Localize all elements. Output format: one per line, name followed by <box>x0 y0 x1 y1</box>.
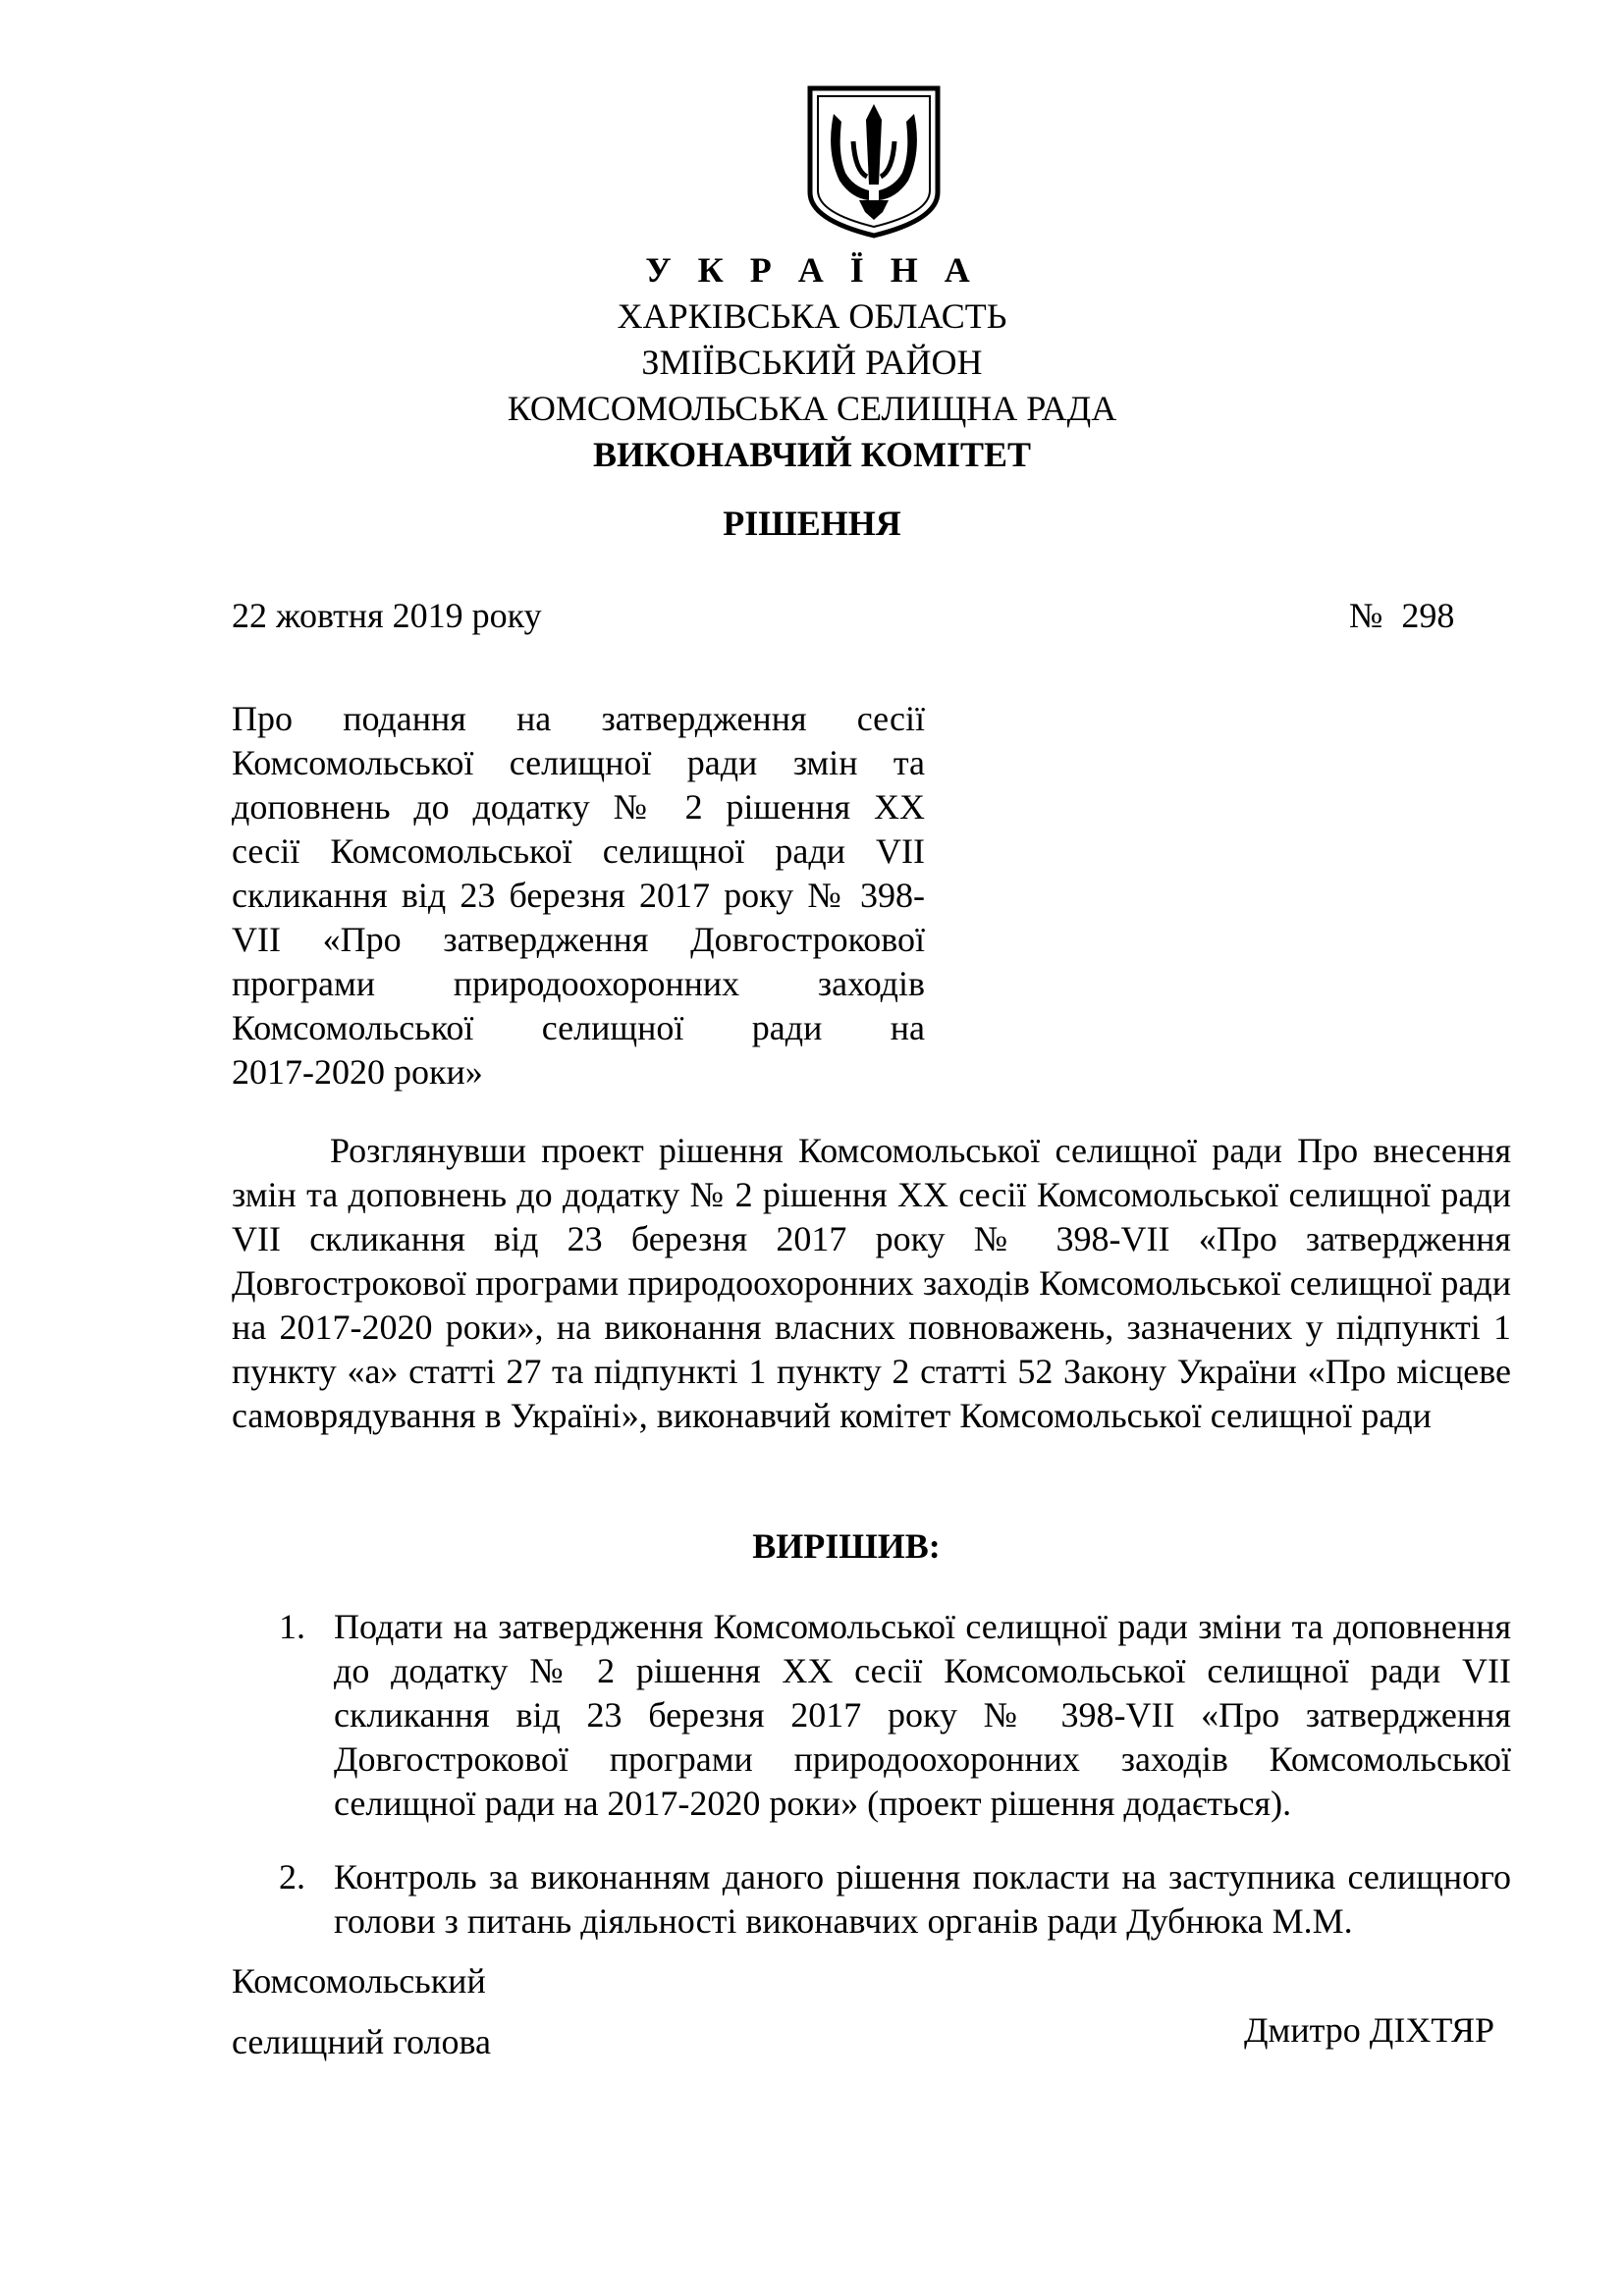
oblast-name: ХАРКІВСЬКА ОБЛАСТЬ <box>617 296 1007 336</box>
committee-name: ВИКОНАВЧИЙ КОМІТЕТ <box>592 435 1032 474</box>
subject-line: Про подання на затвердження сесії <box>232 699 925 738</box>
item-text: Подати на затвердження Комсомольської селищної ради зміни та доповнення до додатку № 2 рішення ХХ сесії Комсомольської селищної ради VII скликання від 23 березня 2017 року № 398-VII «Про затвердження Довгострокової програми природоохоронних заходів Комсомольської селищної ради на 2017-2020 роки» (проект рішення додається). <box>334 1607 1511 1823</box>
position-line: Комсомольський <box>232 1961 486 2001</box>
subject-line: сесії Комсомольської селищної ради VII <box>232 831 925 871</box>
subject-line: скликання від 23 березня 2017 року № 398- <box>232 876 925 915</box>
resolved-heading: ВИРІШИВ: <box>752 1526 941 1566</box>
subject-line: 2017-2020 роки» <box>232 1052 483 1092</box>
subject-line: VII «Про затвердження Довгострокової <box>232 920 925 959</box>
decision-item <box>279 1855 1511 1944</box>
decision-number: № 298 <box>1349 596 1455 635</box>
subject-line: доповнень до додатку № 2 рішення ХХ <box>232 787 925 827</box>
council-name: КОМСОМОЛЬСЬКА СЕЛИЩНА РАДА <box>507 389 1117 428</box>
decision-item <box>279 1605 1511 1826</box>
document-header <box>0 247 1624 478</box>
preamble-paragraph: Розглянувши проект рішення Комсомольської селищної ради Про внесення змін та доповнень до додатку № 2 рішення ХХ сесії Комсомольської селищної ради VII скликання від 23 березня 2017 року № 398-VII «Про затвердження Довгострокової програми природоохоронних заходів Комсомольської селищної ради на 2017-2020 роки», на виконання власних повноважень, зазначених у підпункті 1 пункту «а» статті 27 та підпункті 1 пункту 2 статті 52 Закону України «Про місцеве самоврядування в Україні», виконавчий комітет Комсомольської селищної ради <box>232 1131 1511 1435</box>
item-number: 1. <box>279 1607 305 1646</box>
signatory-name: Дмитро ДІХТЯР <box>1244 2010 1494 2050</box>
item-text: Контроль за виконанням даного рішення покласти на заступника селищного голови з питань діяльності виконавчих органів ради Дубнюка М.М. <box>334 1857 1511 1941</box>
country-name: У К Р А Ї Н А <box>645 250 979 290</box>
signatory-position <box>232 1950 491 2072</box>
trident-coat-of-arms-icon <box>804 82 944 240</box>
subject-line: програми природоохоронних заходів <box>232 964 925 1003</box>
document-title: РІШЕННЯ <box>723 504 901 543</box>
decision-date: 22 жовтня 2019 року <box>232 596 542 635</box>
raion-name: ЗМІЇВСЬКИЙ РАЙОН <box>641 343 983 382</box>
position-line: селищний голова <box>232 2022 492 2061</box>
item-number: 2. <box>279 1857 305 1896</box>
subject-line: Комсомольської селищної ради на <box>232 1008 925 1047</box>
subject-line: Комсомольської селищної ради змін та <box>232 743 925 782</box>
decision-subject <box>232 697 925 1095</box>
decision-items-list <box>279 1605 1511 1973</box>
